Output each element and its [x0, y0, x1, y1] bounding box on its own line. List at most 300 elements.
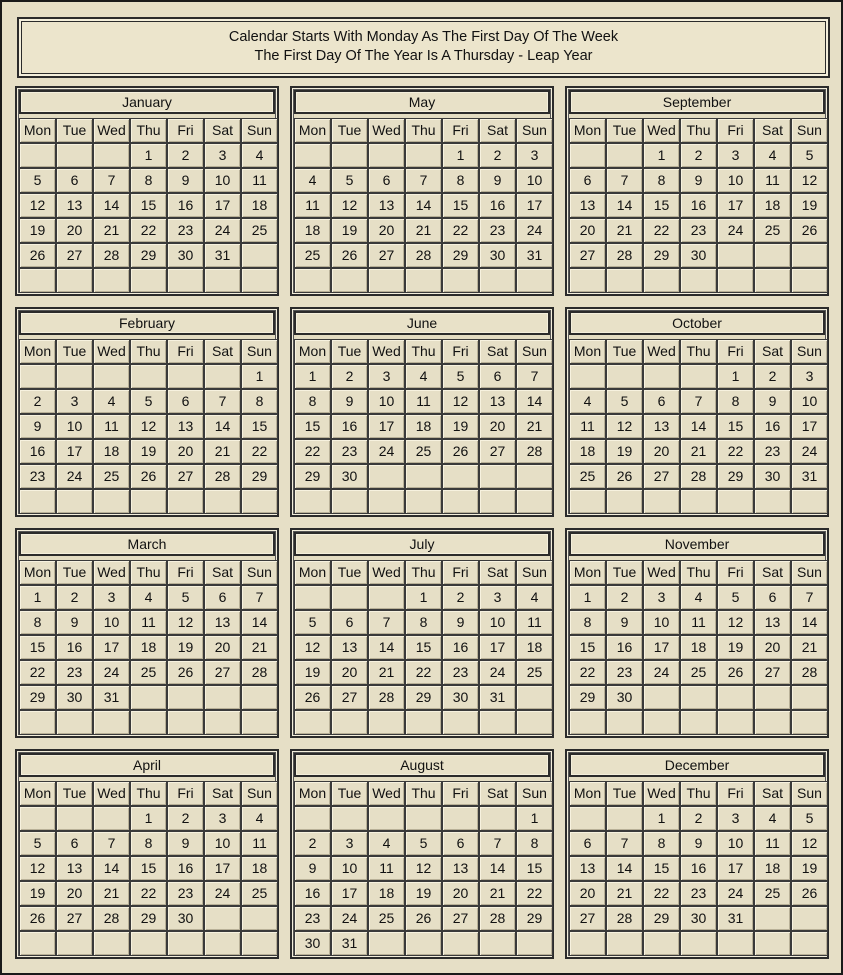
- weekday-header: Thu: [680, 339, 717, 364]
- month-july: [290, 528, 554, 738]
- weekday-header: Sun: [241, 118, 278, 143]
- day-cell: 8: [294, 389, 331, 414]
- day-cell: 20: [56, 881, 93, 906]
- day-cell: 1: [643, 806, 680, 831]
- month-december: [565, 749, 829, 959]
- day-cell: 18: [680, 635, 717, 660]
- empty-day-cell: [643, 710, 680, 735]
- day-cell: 7: [606, 168, 643, 193]
- day-cell: 4: [241, 806, 278, 831]
- day-cell: 25: [516, 660, 553, 685]
- day-cell: 9: [56, 610, 93, 635]
- day-cell: 25: [368, 906, 405, 931]
- month-title: October: [569, 311, 825, 335]
- day-cell: 23: [442, 660, 479, 685]
- weekday-header: Sun: [791, 118, 828, 143]
- day-cell: 15: [241, 414, 278, 439]
- empty-day-cell: [791, 906, 828, 931]
- day-cell: 2: [331, 364, 368, 389]
- day-cell: 30: [56, 685, 93, 710]
- day-cell: 14: [606, 193, 643, 218]
- day-cell: 15: [717, 414, 754, 439]
- empty-day-cell: [643, 364, 680, 389]
- weekday-header: Thu: [680, 781, 717, 806]
- day-cell: 4: [130, 585, 167, 610]
- weekday-header: Fri: [442, 118, 479, 143]
- empty-day-cell: [643, 489, 680, 514]
- weekday-header: Sun: [791, 781, 828, 806]
- day-cell: 22: [241, 439, 278, 464]
- day-cell: 4: [405, 364, 442, 389]
- empty-day-cell: [405, 268, 442, 293]
- day-cell: 23: [754, 439, 791, 464]
- weekday-header: Sat: [479, 118, 516, 143]
- empty-day-cell: [56, 364, 93, 389]
- empty-day-cell: [294, 268, 331, 293]
- day-cell: 2: [442, 585, 479, 610]
- day-cell: 11: [754, 831, 791, 856]
- day-cell: 25: [754, 881, 791, 906]
- empty-day-cell: [19, 931, 56, 956]
- day-cell: 9: [479, 168, 516, 193]
- weekday-header: Fri: [717, 339, 754, 364]
- day-cell: 12: [19, 193, 56, 218]
- empty-day-cell: [680, 685, 717, 710]
- weekday-header: Sun: [516, 339, 553, 364]
- day-cell: 8: [241, 389, 278, 414]
- day-cell: 29: [130, 243, 167, 268]
- empty-day-cell: [479, 806, 516, 831]
- empty-day-cell: [680, 710, 717, 735]
- header-line-2: The First Day Of The Year Is A Thursday - Leap Year: [254, 48, 593, 64]
- day-cell: 28: [606, 906, 643, 931]
- day-cell: 18: [241, 193, 278, 218]
- day-cell: 29: [19, 685, 56, 710]
- day-cell: 27: [331, 685, 368, 710]
- day-cell: 30: [167, 243, 204, 268]
- day-cell: 25: [569, 464, 606, 489]
- day-cell: 2: [167, 806, 204, 831]
- empty-day-cell: [479, 710, 516, 735]
- day-cell: 25: [241, 218, 278, 243]
- empty-day-cell: [368, 143, 405, 168]
- day-cell: 12: [791, 168, 828, 193]
- day-cell: 24: [204, 218, 241, 243]
- day-cell: 7: [405, 168, 442, 193]
- day-cell: 30: [754, 464, 791, 489]
- day-cell: 25: [680, 660, 717, 685]
- empty-day-cell: [294, 585, 331, 610]
- empty-day-cell: [606, 364, 643, 389]
- month-grid: [294, 560, 553, 735]
- day-cell: 29: [294, 464, 331, 489]
- empty-day-cell: [56, 806, 93, 831]
- day-cell: 17: [368, 414, 405, 439]
- day-cell: 5: [19, 831, 56, 856]
- day-cell: 12: [606, 414, 643, 439]
- day-cell: 21: [93, 881, 130, 906]
- weekday-header: Tue: [606, 118, 643, 143]
- day-cell: 26: [294, 685, 331, 710]
- day-cell: 20: [643, 439, 680, 464]
- weekday-header: Tue: [56, 560, 93, 585]
- empty-day-cell: [204, 364, 241, 389]
- day-cell: 17: [643, 635, 680, 660]
- empty-day-cell: [754, 685, 791, 710]
- weekday-header: Sat: [204, 781, 241, 806]
- day-cell: 17: [204, 856, 241, 881]
- empty-day-cell: [331, 143, 368, 168]
- weekday-header: Fri: [167, 560, 204, 585]
- day-cell: 12: [19, 856, 56, 881]
- day-cell: 4: [680, 585, 717, 610]
- weekday-header: Thu: [405, 118, 442, 143]
- weekday-header: Wed: [643, 781, 680, 806]
- empty-day-cell: [368, 464, 405, 489]
- empty-day-cell: [442, 710, 479, 735]
- empty-day-cell: [167, 931, 204, 956]
- day-cell: 16: [167, 193, 204, 218]
- day-cell: 1: [442, 143, 479, 168]
- month-title: May: [294, 90, 550, 114]
- weekday-header: Fri: [442, 339, 479, 364]
- empty-day-cell: [405, 489, 442, 514]
- empty-day-cell: [368, 268, 405, 293]
- day-cell: 13: [56, 193, 93, 218]
- day-cell: 4: [754, 143, 791, 168]
- day-cell: 18: [130, 635, 167, 660]
- day-cell: 1: [643, 143, 680, 168]
- day-cell: 10: [717, 168, 754, 193]
- day-cell: 18: [516, 635, 553, 660]
- empty-day-cell: [294, 806, 331, 831]
- day-cell: 3: [368, 364, 405, 389]
- empty-day-cell: [130, 931, 167, 956]
- month-grid: [569, 560, 828, 735]
- day-cell: 28: [93, 243, 130, 268]
- weekday-header: Tue: [331, 339, 368, 364]
- day-cell: 20: [167, 439, 204, 464]
- day-cell: 28: [241, 660, 278, 685]
- day-cell: 23: [167, 218, 204, 243]
- empty-day-cell: [606, 931, 643, 956]
- day-cell: 22: [405, 660, 442, 685]
- day-cell: 12: [130, 414, 167, 439]
- empty-day-cell: [569, 489, 606, 514]
- day-cell: 19: [791, 856, 828, 881]
- day-cell: 3: [516, 143, 553, 168]
- day-cell: 18: [294, 218, 331, 243]
- day-cell: 25: [130, 660, 167, 685]
- day-cell: 16: [56, 635, 93, 660]
- month-june: [290, 307, 554, 517]
- month-grid: [19, 781, 278, 956]
- day-cell: 16: [167, 856, 204, 881]
- weekday-header: Fri: [442, 560, 479, 585]
- day-cell: 11: [294, 193, 331, 218]
- day-cell: 5: [294, 610, 331, 635]
- day-cell: 19: [294, 660, 331, 685]
- day-cell: 26: [442, 439, 479, 464]
- day-cell: 21: [241, 635, 278, 660]
- day-cell: 13: [56, 856, 93, 881]
- day-cell: 9: [442, 610, 479, 635]
- day-cell: 31: [479, 685, 516, 710]
- day-cell: 4: [294, 168, 331, 193]
- weekday-header: Fri: [717, 560, 754, 585]
- day-cell: 8: [130, 168, 167, 193]
- month-grid: [19, 339, 278, 514]
- weekday-header: Wed: [93, 781, 130, 806]
- day-cell: 8: [569, 610, 606, 635]
- empty-day-cell: [130, 364, 167, 389]
- weekday-header: Sat: [754, 118, 791, 143]
- day-cell: 24: [643, 660, 680, 685]
- empty-day-cell: [569, 710, 606, 735]
- day-cell: 9: [680, 168, 717, 193]
- day-cell: 14: [241, 610, 278, 635]
- day-cell: 29: [516, 906, 553, 931]
- month-title: January: [19, 90, 275, 114]
- day-cell: 14: [516, 389, 553, 414]
- empty-day-cell: [791, 243, 828, 268]
- day-cell: 26: [331, 243, 368, 268]
- empty-day-cell: [204, 931, 241, 956]
- day-cell: 17: [204, 193, 241, 218]
- day-cell: 4: [368, 831, 405, 856]
- empty-day-cell: [516, 464, 553, 489]
- day-cell: 27: [479, 439, 516, 464]
- empty-day-cell: [204, 710, 241, 735]
- empty-day-cell: [754, 268, 791, 293]
- empty-day-cell: [294, 143, 331, 168]
- month-title: March: [19, 532, 275, 556]
- empty-day-cell: [680, 489, 717, 514]
- day-cell: 30: [680, 906, 717, 931]
- month-february: [15, 307, 279, 517]
- day-cell: 23: [167, 881, 204, 906]
- month-september: [565, 86, 829, 296]
- day-cell: 10: [368, 389, 405, 414]
- day-cell: 22: [643, 881, 680, 906]
- empty-day-cell: [754, 931, 791, 956]
- empty-day-cell: [643, 685, 680, 710]
- day-cell: 8: [442, 168, 479, 193]
- day-cell: 22: [717, 439, 754, 464]
- day-cell: 13: [331, 635, 368, 660]
- month-january: [15, 86, 279, 296]
- day-cell: 21: [680, 439, 717, 464]
- day-cell: 8: [19, 610, 56, 635]
- day-cell: 16: [680, 193, 717, 218]
- empty-day-cell: [405, 710, 442, 735]
- empty-day-cell: [93, 931, 130, 956]
- empty-day-cell: [569, 364, 606, 389]
- month-october: [565, 307, 829, 517]
- empty-day-cell: [368, 931, 405, 956]
- weekday-header: Wed: [93, 339, 130, 364]
- weekday-header: Sat: [479, 560, 516, 585]
- weekday-header: Wed: [368, 560, 405, 585]
- day-cell: 29: [717, 464, 754, 489]
- day-cell: 17: [331, 881, 368, 906]
- weekday-header: Mon: [569, 339, 606, 364]
- day-cell: 22: [442, 218, 479, 243]
- empty-day-cell: [717, 685, 754, 710]
- day-cell: 17: [791, 414, 828, 439]
- empty-day-cell: [130, 685, 167, 710]
- day-cell: 18: [93, 439, 130, 464]
- empty-day-cell: [754, 710, 791, 735]
- day-cell: 2: [680, 143, 717, 168]
- day-cell: 23: [680, 218, 717, 243]
- empty-day-cell: [405, 931, 442, 956]
- empty-day-cell: [93, 268, 130, 293]
- day-cell: 11: [130, 610, 167, 635]
- weekday-header: Mon: [19, 118, 56, 143]
- empty-day-cell: [717, 268, 754, 293]
- weekday-header: Mon: [569, 118, 606, 143]
- day-cell: 4: [241, 143, 278, 168]
- weekday-header: Tue: [56, 118, 93, 143]
- day-cell: 26: [167, 660, 204, 685]
- day-cell: 11: [754, 168, 791, 193]
- day-cell: 12: [717, 610, 754, 635]
- empty-day-cell: [442, 268, 479, 293]
- empty-day-cell: [56, 143, 93, 168]
- day-cell: 26: [717, 660, 754, 685]
- empty-day-cell: [791, 710, 828, 735]
- day-cell: 24: [331, 906, 368, 931]
- day-cell: 28: [516, 439, 553, 464]
- day-cell: 4: [754, 806, 791, 831]
- empty-day-cell: [643, 268, 680, 293]
- day-cell: 2: [680, 806, 717, 831]
- day-cell: 14: [204, 414, 241, 439]
- day-cell: 6: [204, 585, 241, 610]
- day-cell: 5: [606, 389, 643, 414]
- weekday-header: Thu: [130, 118, 167, 143]
- day-cell: 17: [479, 635, 516, 660]
- weekday-header: Thu: [405, 560, 442, 585]
- day-cell: 28: [93, 906, 130, 931]
- day-cell: 21: [791, 635, 828, 660]
- day-cell: 16: [680, 856, 717, 881]
- day-cell: 1: [717, 364, 754, 389]
- day-cell: 6: [569, 168, 606, 193]
- weekday-header: Wed: [93, 118, 130, 143]
- empty-day-cell: [204, 268, 241, 293]
- day-cell: 13: [754, 610, 791, 635]
- day-cell: 18: [754, 193, 791, 218]
- day-cell: 27: [569, 906, 606, 931]
- day-cell: 11: [241, 831, 278, 856]
- day-cell: 3: [791, 364, 828, 389]
- day-cell: 3: [93, 585, 130, 610]
- day-cell: 16: [294, 881, 331, 906]
- day-cell: 9: [331, 389, 368, 414]
- weekday-header: Tue: [56, 781, 93, 806]
- day-cell: 28: [791, 660, 828, 685]
- weekday-header: Sat: [754, 339, 791, 364]
- empty-day-cell: [606, 268, 643, 293]
- day-cell: 1: [294, 364, 331, 389]
- day-cell: 23: [19, 464, 56, 489]
- day-cell: 6: [167, 389, 204, 414]
- weekday-header: Mon: [569, 781, 606, 806]
- weekday-header: Tue: [331, 560, 368, 585]
- day-cell: 21: [93, 218, 130, 243]
- day-cell: 20: [442, 881, 479, 906]
- day-cell: 22: [19, 660, 56, 685]
- day-cell: 15: [442, 193, 479, 218]
- month-grid: [19, 560, 278, 735]
- day-cell: 8: [130, 831, 167, 856]
- day-cell: 2: [56, 585, 93, 610]
- day-cell: 31: [331, 931, 368, 956]
- day-cell: 24: [516, 218, 553, 243]
- weekday-header: Sat: [204, 560, 241, 585]
- day-cell: 26: [405, 906, 442, 931]
- day-cell: 29: [130, 906, 167, 931]
- day-cell: 27: [368, 243, 405, 268]
- day-cell: 5: [19, 168, 56, 193]
- day-cell: 3: [643, 585, 680, 610]
- weekday-header: Mon: [19, 339, 56, 364]
- day-cell: 15: [405, 635, 442, 660]
- day-cell: 14: [368, 635, 405, 660]
- empty-day-cell: [331, 489, 368, 514]
- empty-day-cell: [331, 268, 368, 293]
- empty-day-cell: [19, 268, 56, 293]
- day-cell: 22: [130, 881, 167, 906]
- day-cell: 22: [643, 218, 680, 243]
- day-cell: 5: [331, 168, 368, 193]
- month-title: June: [294, 311, 550, 335]
- empty-day-cell: [241, 906, 278, 931]
- day-cell: 18: [241, 856, 278, 881]
- empty-day-cell: [19, 364, 56, 389]
- day-cell: 30: [606, 685, 643, 710]
- day-cell: 17: [717, 193, 754, 218]
- day-cell: 5: [405, 831, 442, 856]
- empty-day-cell: [56, 268, 93, 293]
- day-cell: 8: [643, 168, 680, 193]
- day-cell: 30: [167, 906, 204, 931]
- day-cell: 10: [56, 414, 93, 439]
- empty-day-cell: [19, 710, 56, 735]
- day-cell: 9: [167, 168, 204, 193]
- day-cell: 26: [791, 218, 828, 243]
- day-cell: 8: [405, 610, 442, 635]
- day-cell: 5: [130, 389, 167, 414]
- day-cell: 27: [56, 243, 93, 268]
- weekday-header: Mon: [294, 781, 331, 806]
- day-cell: 8: [717, 389, 754, 414]
- empty-day-cell: [167, 489, 204, 514]
- month-march: [15, 528, 279, 738]
- weekday-header: Sun: [516, 560, 553, 585]
- empty-day-cell: [241, 243, 278, 268]
- day-cell: 9: [606, 610, 643, 635]
- day-cell: 13: [167, 414, 204, 439]
- day-cell: 8: [516, 831, 553, 856]
- weekday-header: Sun: [516, 781, 553, 806]
- empty-day-cell: [241, 268, 278, 293]
- day-cell: 15: [569, 635, 606, 660]
- weekday-header: Fri: [717, 118, 754, 143]
- day-cell: 20: [479, 414, 516, 439]
